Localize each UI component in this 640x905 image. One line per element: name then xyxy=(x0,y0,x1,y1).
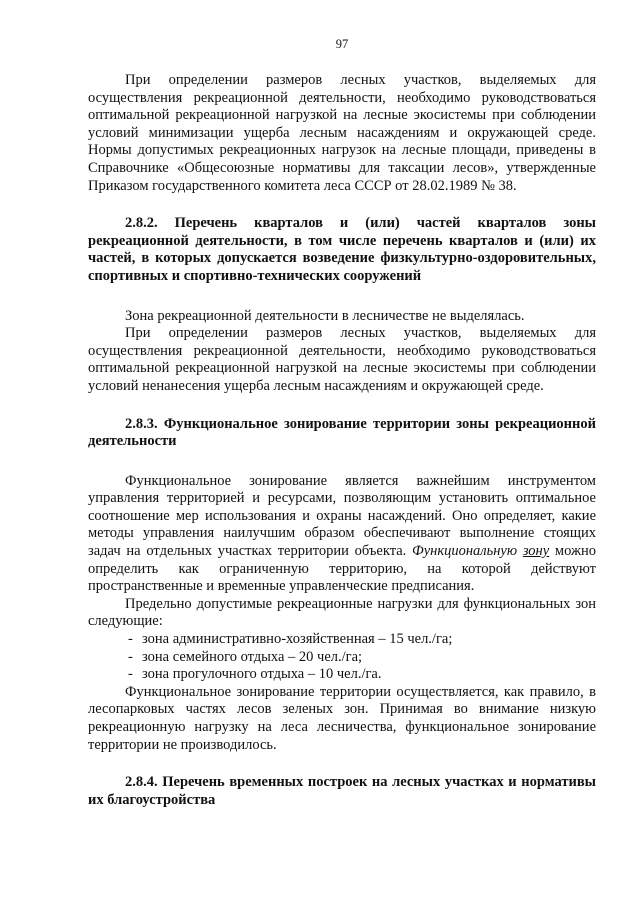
list-item: - зона семейного отдыха – 20 чел./га; xyxy=(128,648,363,665)
intro-paragraph: При определении размеров лесных участков, выделяемых для осуществления рекреационной деятельности, необходимо руководствоваться оптимальной рекреационной нагрузкой на лесные экосистемы при соблюдении условий минимизации ущерба лесным насаждениям и окружающей среде. Нормы допустимых рекреационных нагрузок на лесные площади, приведены в Справочнике «Общесоюзные нормативы для таксации лесов», утвержденные Приказом государственного комитета леса СССР от 28.02.1989 № 38. xyxy=(88,72,596,194)
paragraph-text: можно определить как ограниченную территорию, на которой действуют пространственные и временные управленческие предписания. xyxy=(88,543,597,595)
paragraph-text: Функциональное зонирование является важнейшим инструментом управления территорией и ресурсами, позволяющим установить оптимальное соотношение мер использования и охраны насаждений. Оно определяет, какие методы управления наилучшим образом обеспечивают выполнение стоящих задач на отдельных участках территории объекта. xyxy=(88,472,596,560)
list-dash: - xyxy=(128,648,133,665)
section-2-8-2-paragraph-1: Зона рекреационной деятельности в лесничестве не выделялась. xyxy=(125,307,525,324)
section-2-8-3-paragraph-1 xyxy=(88,473,596,596)
section-2-8-3-heading: 2.8.3. Функциональное зонирование территории зоны рекреационной деятельности xyxy=(88,415,596,450)
page-number: 97 xyxy=(335,37,349,51)
section-2-8-2-paragraph-2: При определении размеров лесных участков, выделяемых для осуществления рекреационной деятельности, необходимо руководствоваться оптимальной рекреационной нагрузкой на лесные экосистемы при соблюдении условий ненанесения ущерба лесным насаждениям и окружающей среде. xyxy=(88,325,596,394)
list-item: - зона административно-хозяйственная – 15 чел./га; xyxy=(128,631,453,648)
list-dash: - xyxy=(128,631,133,648)
section-2-8-2-heading: 2.8.2. Перечень кварталов и (или) частей кварталов зоны рекреационной деятельности, в том числе перечень кварталов и (или) их частей, в которых допускается возведение физкультурно-оздоровительных, спортивных и спортивно-технических сооружений xyxy=(88,215,596,284)
italic-term: Функциональную зону xyxy=(412,543,550,560)
section-2-8-3-paragraph-2: Предельно допустимые рекреационные нагрузки для функциональных зон следующие: xyxy=(88,595,596,630)
section-2-8-3-paragraph-3: Функциональное зонирование территории осуществляется, как правило, в лесопарковых частях лесов зеленых зон. Принимая во внимание низкую рекреационную нагрузку на леса лесничества, функциональное зонирование территории не производилось. xyxy=(88,683,596,753)
list-item: - зона прогулочного отдыха – 10 чел./га. xyxy=(128,666,382,683)
list-dash: - xyxy=(128,666,133,683)
section-2-8-4-heading: 2.8.4. Перечень временных построек на лесных участках и нормативы их благоустройства xyxy=(88,774,596,808)
document-page xyxy=(88,36,596,809)
load-limits-list xyxy=(88,631,596,684)
